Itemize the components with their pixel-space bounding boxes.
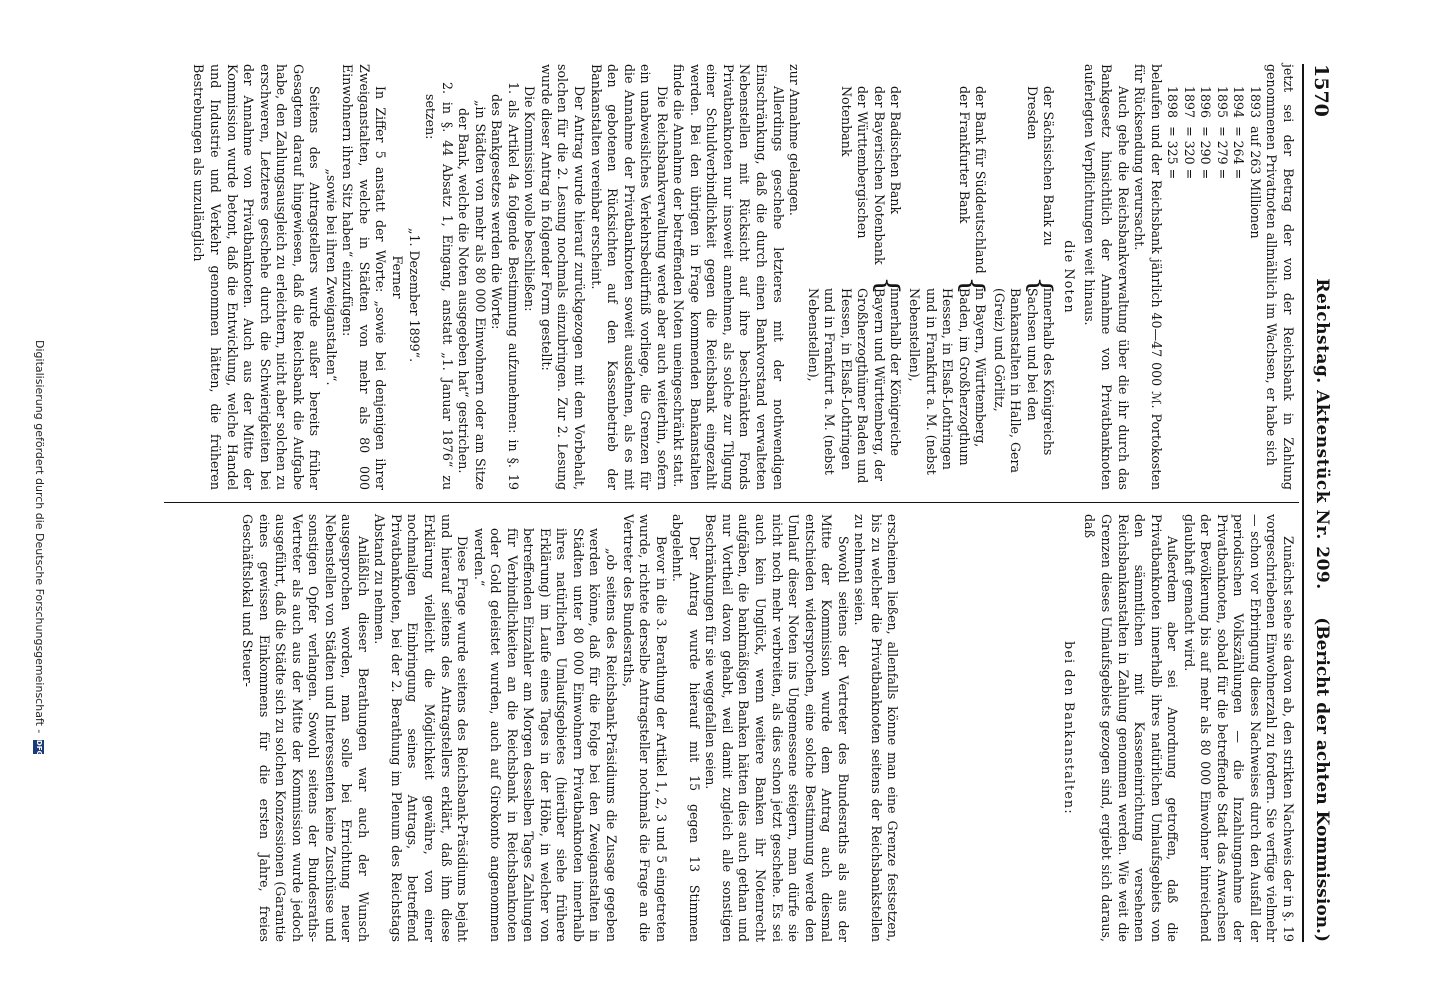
table-row [1164,86,1181,247]
bank-region: innerhalb der Königreiche Bayern und Württemberg, der Großherzogthümer Baden und Hessen, in Elsaß-Lothringen und in Frankfurt a. M. (nebst Nebenstellen), [805,288,904,484]
quote: „sowie bei ihren Zweiganstalten“. [323,168,339,386]
section-heading: die Noten [1061,240,1077,314]
value-cell: auf 263 Millionen [1247,126,1263,239]
year-cell: 1894 [1231,86,1247,119]
right-column [238,514,1296,942]
quote: „1. Dezember 1899“. [406,227,422,363]
digitization-note [33,340,46,1000]
table-row [1230,86,1247,247]
year-cell: 1893 [1247,86,1263,119]
bank-name: der Frankfurter Bank [956,86,972,224]
paragraph: zur Annahme gelangen. [787,64,803,216]
paragraph: Ferner [390,255,406,299]
value-cell: = 290 = [1198,126,1214,180]
bank-name: der Bayerischen Notenbank [871,86,887,265]
left-column [190,64,1296,490]
bank-region: innerhalb des Königreichs Sachsen und bei den Bankanstalten in Halle, Gera (Greiz) und Görlitz, [991,288,1057,474]
page-subtitle: (Bericht der achten Kommission.) [1312,617,1332,942]
paragraph: Allerdings geschehe letzteres mit der nothwendigen Einschränkung, daß die durch einen Bankvorstand verwalteten Nebenstellen mit Rücksicht auf ihre beschränkten Fonds Privatbanknoten nur insoweit annehmen, als solche zur Tilgung einer Schuldverbindlichkeit gegen die Reichsbank eingezahlt werden. Bei den übrigen in Frage kommenden Bankanstalten finde die Annahme der betreffenden Noten uneingeschränkt statt. [671,64,786,490]
paragraph: Der Antrag wurde hierauf zurückgezogen mit dem Vorbehalt, solchen für die 2. Lesung nochmals einzubringen. Zur 2. Lesung wurde dieser Antrag in folgender Form gestellt: [538,64,588,490]
value-cell: = 325 = [1165,126,1181,180]
table-row [1246,86,1263,247]
column-divider [164,502,1299,503]
paragraph: jetzt sei der Betrag der von der Reichsbank in Zahlung genommenen Privatnoten allmählich im Wachsen, er habe sich [1264,64,1296,490]
value-cell: = 264 = [1231,126,1247,180]
year-cell: 1895 [1214,86,1230,119]
dfg-logo: DFG [35,739,44,757]
section-heading: bei den Bankanstalten: [1061,641,1077,815]
paragraph: Bevor in die 3. Berathung der Artikel 1, 2, 3 und 5 eingetreten wurde, richtete derselbe Antragsteller nochmals die Frage an die Vertreter des Bundesraths, [620,514,669,942]
value-cell: = 279 = [1214,126,1230,180]
paragraph: Auch gehe die Reichsbankverwaltung über die ihr durch das Bankgesetz hinsichtlich der Annahme von Privatbanknoten auferlegten Verpflichtungen weit hinaus. [1082,64,1131,490]
paragraph: Diese Frage wurde seitens des Reichsbank-Präsidiums bejaht und hierauf seitens des Antragstellers erklärt, daß ihm diese Erklärung vielleicht die Möglichkeit gewähre, von einer nochmaligen Einbringung seines Antrags, betreffend Privatbanknoten, bei der 2. Berathung im Plenum des Reichstags Abstand zu nehmen. [372,514,471,942]
page-number: 1570 [1310,64,1332,117]
paragraph: Zunächst sehe sie davon ab, den strikten Nachweis der in §. 19 vorgeschriebenen Einwohnerzahl zu fordern. Sie verfüge vielmehr — schon vor Erbringung dieses Nachweises durch den Ausfall der periodischen Volkszählungen — die Inzahlungnahme der Privatbanknoten, sobald für die betreffende Stadt das Anwachsen der Bevölkerung bis auf mehr als 80 000 Einwohner hinreichend glaubhaft gemacht wird. [1181,514,1296,942]
bank-group [905,64,991,490]
list-item: 2. in §. 44 Absatz 1, Eingang, anstatt „1. Januar 1876“ zu setzen: [423,82,455,490]
year-cell: 1897 [1181,86,1197,119]
paragraph: In Ziffer 5 anstatt der Worte: „sowie bei denjenigen ihrer Zweiganstalten, welche in Städten von mehr als 80 000 Einwohnern ihren Sitz haben“ einzufügen: [340,64,389,490]
table-row [1197,86,1214,247]
list-item: 1. als Artikel 4a folgende Bestimmung aufzunehmen: in §. 19 des Bankgesetzes werden die Worte: [489,82,521,490]
paragraph: belaufen und der Reichsbank jährlich 40—47 000 ℳ. Portokosten für Rücksendung verursacht. [1132,64,1164,490]
page-title: Reichstag. Aktenstück Nr. 209. [1312,278,1332,590]
paragraph: erscheinen ließen, allenfalls könne man eine Grenze festsetzen, bis zu welcher die Privatbanknoten seitens der Reichsbankstellen zu nehmen seien. [852,514,901,942]
bank-group [990,64,1059,490]
brace-glyph: { [870,276,906,296]
quote: „in Städten von mehr als 80 000 Einwohnern oder am Sitze der Bank, welche die Noten ausgegeben hat“ gestrichen. [456,100,488,490]
bank-name: der Württembergischen Notenbank [838,86,871,239]
paragraph: Sowohl seitens der Vertreter des Bundesraths als aus der Mitte der Kommission wurde dem Antrag auch diesmal entschieden widersprochen, eine solche Bestimmung werde den Umlauf dieser Noten ins Ungemessene steigern, man dürfe sie nicht noch mehr verbreiten, als dies schon jetzt geschehe. Es sei auch kein Unglück, wenn weitere Banken ihr Notenrecht aufgäben, die bankmäßigen Banken hätten dies auch gethan und nur Vortheil davon gehabt, weil damit zugleich alle sonstigen Beschränkungen für sie weggefallen seien. [703,514,851,942]
page-header [1300,64,1334,942]
bank-region: in Bayern, Württemberg, Baden, im Großherzogthum Hessen, in Elsaß-Lothringen und in Frankfurt a. M. (nebst Nebenstellen), [906,288,989,475]
year-cell: 1898 [1165,86,1181,119]
bank-name: der Sächsischen Bank zu Dresden [1024,86,1057,246]
paragraph: Außerdem aber sei Anordnung getroffen, daß die Privatbanknoten innerhalb ihres natürlichen Umlaufsgebiets von den sämmtlichen mit Kasseneinrichtung versehenen Reichsbankanstalten in Zahlung genommen werden. Wie weit die Grenzen dieses Umlaufsgebiets gezogen sind, ergiebt sich daraus, daß [1082,514,1181,942]
header-rule [1302,64,1304,942]
bank-name: der Bank für Süddeutschland [973,86,989,274]
bank-group [804,64,906,490]
brace-glyph: { [955,276,991,296]
quote: „ob seitens des Reichsbank-Präsidiums die Zusage gegeben werden könne, daß für die Folge bei den Zweiganstalten in Städten unter 80 000 Einwohnern Privatbanknoten innerhalb ihres natürlichen Umlaufsgebietes (hierüber siehe frühere Erklärung) im Laufe eines Tages in der Höhe, in welcher von betreffenden Einzahler am Morgen desselben Tages Zahlungen für Verbindlichkeiten an die Reichsbank in Reichsbanknoten oder Gold geleistet wurden, auch auf Girokonto angenommen werden.“ [471,528,620,942]
brace-glyph: { [1023,276,1059,296]
footer-note: Digitalisierung gefördert durch die Deutsche Forschungsgemeinschaft - [33,340,46,734]
bank-name: der Badischen Bank [888,86,904,215]
table-row [1180,86,1197,247]
years-table [1164,86,1263,247]
value-cell: = 320 = [1181,126,1197,180]
paragraph: Der Antrag wurde hierauf mit 15 gegen 13 Stimmen abgelehnt. [670,514,702,942]
paragraph: Anläßlich dieser Berathungen war auch der Wunsch ausgesprochen worden, man solle bei Errichtung neuer Nebenstellen von Städten und Interessenten keine Zuschüsse und sonstigen Opfer verlangen. Sowohl seitens der Bundesraths-Vertreter als auch aus der Mitte der Kommission wurde jedoch ausgeführt, daß die Städte sich zu solchen Konzessionen (Garantie eines gewissen Einkommens für die ersten Jahre, freies Geschäftslokal und Steuer- [240,514,371,942]
paragraph: Die Reichsbankverwaltung werde aber auch weiterhin, sofern ein unabweisliches Verkehrsbedürfniß vorliege, die Grenzen für die Annahme der Privatbanknoten soweit ausdehnen, als es mit den gebotenen Rücksichten auf den Kassenbetrieb der Bankanstalten vereinbar erscheint. [588,64,670,490]
table-row [1213,86,1230,247]
year-cell: 1896 [1198,86,1214,119]
paragraph: Die Kommission wolle beschließen: [522,86,538,312]
paragraph: Seitens des Antragstellers wurde außer bereits früher Gesagtem darauf hingewiesen, daß die Reichsbank die Aufgabe habe, den Zahlungsausgleich zu erleichtern, nicht aber solchen zu erschweren, Letzteres geschehe durch die Schwierigkeiten bei der Annahme von Privatbanknoten. Auch aus der Mitte der Kommission wurde betont, daß die Entwicklung, welche Handel und Industrie und Verkehr genommen hätten, die früheren Bestrebungen als unzulänglich [191,64,323,490]
